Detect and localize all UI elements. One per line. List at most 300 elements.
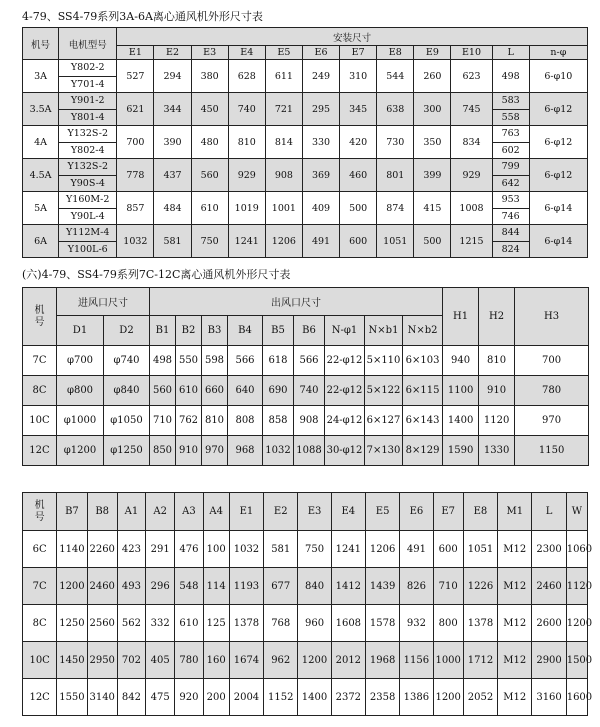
cell-value: 1193 [229,568,263,605]
cell-model: 7C [23,346,57,376]
cell-l: 763 [492,126,529,143]
cell-value: 1241 [228,225,265,258]
header-col-a3: A3 [175,493,203,531]
cell-value: 1152 [264,679,298,716]
cell-value: φ1050 [104,406,150,436]
cell-value: 740 [228,93,265,126]
cell-value: 1200 [298,642,331,679]
cell-value: 1400 [298,679,331,716]
table-row [23,126,588,143]
cell-value: 690 [263,376,294,406]
cell-value: 369 [302,159,339,192]
cell-value: 2950 [87,642,117,679]
header-col-l: L [532,493,566,531]
cell-value: φ1000 [57,406,104,436]
cell-value: 702 [117,642,145,679]
header-model-label: 机号 [34,500,45,523]
header-col-e2: E2 [154,46,191,60]
table-7c-12c-dimensions [22,287,589,466]
cell-value: 460 [340,159,377,192]
header-col-l: L [492,46,529,60]
table-6c-12c-base-dimensions [22,492,593,716]
table-row [23,605,588,642]
cell-value: 808 [228,406,263,436]
cell-value: 1120 [479,406,515,436]
cell-motor: Y132S-2 [59,126,117,143]
cell-value: 1378 [463,605,497,642]
cell-value: φ1200 [57,436,104,466]
cell-value: 598 [202,346,228,376]
cell-motor: Y90L-4 [59,208,117,225]
cell-motor: Y802-4 [59,142,117,159]
cell-l: 602 [492,142,529,159]
cell-value: 1200 [433,679,463,716]
cell-value: 750 [298,531,331,568]
cell-value: 1578 [365,605,399,642]
cell-n-phi: 6-φ12 [529,93,587,126]
cell-model: 6A [23,225,59,258]
cell-value: 2560 [87,605,117,642]
cell-value: 1001 [265,192,302,225]
cell-value: 1000 [433,642,463,679]
header-h2: H2 [479,288,515,346]
cell-l: 498 [492,60,529,93]
cell-value: 610 [191,192,228,225]
cell-value: 2004 [229,679,263,716]
cell-value: 1200 [57,568,87,605]
cell-value: 850 [150,436,176,466]
cell-value: 484 [154,192,191,225]
cell-value: 6×143 [403,406,443,436]
cell-value: M12 [498,679,532,716]
cell-value: 330 [302,126,339,159]
header-motor: 电机型号 [59,28,117,60]
cell-value: 291 [146,531,175,568]
cell-value: 623 [451,60,492,93]
cell-value: 480 [191,126,228,159]
header-col-e2: E2 [264,493,298,531]
cell-value: 22-φ12 [325,376,365,406]
cell-value: 1215 [451,225,492,258]
cell-value: 344 [154,93,191,126]
cell-value: 3140 [87,679,117,716]
cell-value: 493 [117,568,145,605]
header-col-b8: B8 [87,493,117,531]
cell-value: 600 [340,225,377,258]
cell-l: 583 [492,93,529,110]
cell-value: M12 [498,568,532,605]
cell-l: 799 [492,159,529,176]
cell-value: 1674 [229,642,263,679]
cell-value: 745 [451,93,492,126]
cell-value: 638 [377,93,414,126]
cell-value: 618 [263,346,294,376]
cell-model: 3.5A [23,93,59,126]
table-row [23,531,588,568]
cell-value: 800 [433,605,463,642]
cell-model: 8C [23,376,57,406]
header-col-w: W [566,493,587,531]
cell-value: 476 [175,531,203,568]
cell-value: 1712 [463,642,497,679]
cell-model: 7C [23,568,57,605]
cell-motor: Y112M-4 [59,225,117,242]
cell-value: 475 [146,679,175,716]
header-col-e4: E4 [331,493,365,531]
table-row [23,225,588,242]
cell-value: 970 [515,406,589,436]
cell-value: 5×110 [365,346,403,376]
cell-value: 1400 [443,406,479,436]
header-col-e3: E3 [298,493,331,531]
table2-title: (六)4-79、SS4-79系列7C-12C离心通风机外形尺寸表 [22,268,291,281]
cell-value: 296 [146,568,175,605]
cell-value: 350 [414,126,451,159]
cell-model: 5A [23,192,59,225]
cell-value: 1439 [365,568,399,605]
cell-value: 2460 [532,568,566,605]
cell-value: 345 [340,93,377,126]
cell-value: 560 [150,376,176,406]
cell-motor: Y802-2 [59,60,117,77]
header-col-outlet: N×b1 [365,316,403,346]
cell-value: 1150 [515,436,589,466]
cell-value: 1051 [377,225,414,258]
cell-value: 560 [191,159,228,192]
cell-value: 2260 [87,531,117,568]
cell-value: 1550 [57,679,87,716]
cell-value: 780 [175,642,203,679]
cell-model: 3A [23,60,59,93]
cell-value: 409 [302,192,339,225]
header-h3: H3 [515,288,589,346]
cell-value: 874 [377,192,414,225]
cell-value: 399 [414,159,451,192]
cell-value: 200 [203,679,229,716]
header-col-e8: E8 [377,46,414,60]
table-3a-6a-dimensions [22,27,588,258]
cell-value: 968 [228,436,263,466]
table-row [23,642,588,679]
cell-value: 498 [150,346,176,376]
cell-value: 1590 [443,436,479,466]
cell-value: 450 [191,93,228,126]
cell-value: 768 [264,605,298,642]
cell-value: 710 [433,568,463,605]
cell-value: 801 [377,159,414,192]
cell-value: 581 [154,225,191,258]
cell-value: 249 [302,60,339,93]
cell-value: 1088 [294,436,325,466]
cell-value: 920 [175,679,203,716]
cell-motor: Y901-2 [59,93,117,110]
cell-value: φ700 [57,346,104,376]
header-outlet: 出风口尺寸 [150,288,443,316]
table-row [23,568,588,605]
cell-value: 500 [340,192,377,225]
table-row [23,60,588,77]
cell-value: 908 [294,406,325,436]
cell-value: 30-φ12 [325,436,365,466]
cell-value: 8×129 [403,436,443,466]
cell-value: M12 [498,531,532,568]
header-model [23,288,57,346]
cell-value: 2300 [532,531,566,568]
cell-value: 6×103 [403,346,443,376]
cell-value: 2052 [463,679,497,716]
cell-n-phi: 6-φ12 [529,159,587,192]
cell-motor: Y132S-2 [59,159,117,176]
header-col-d1: D1 [57,316,104,346]
cell-value: 1156 [400,642,433,679]
header-col-n: n-φ [529,46,587,60]
cell-value: 1060 [566,531,587,568]
cell-value: 700 [117,126,154,159]
table1-title: 4-79、SS4-79系列3A-6A离心通风机外形尺寸表 [22,10,263,23]
cell-motor: Y701-4 [59,76,117,93]
cell-n-phi: 6-φ14 [529,192,587,225]
cell-value: 910 [176,436,202,466]
cell-value: 857 [117,192,154,225]
cell-value: 908 [265,159,302,192]
cell-value: 3160 [532,679,566,716]
cell-motor: Y100L-6 [59,241,117,258]
cell-value: M12 [498,605,532,642]
cell-value: 826 [400,568,433,605]
header-col-outlet: B4 [228,316,263,346]
cell-value: 415 [414,192,451,225]
cell-value: 600 [433,531,463,568]
cell-n-phi: 6-φ14 [529,225,587,258]
cell-value: 778 [117,159,154,192]
header-col-e6: E6 [400,493,433,531]
header-col-outlet: N-φ1 [325,316,365,346]
cell-value: 628 [228,60,265,93]
cell-value: 721 [265,93,302,126]
cell-value: 762 [176,406,202,436]
cell-model: 4.5A [23,159,59,192]
cell-value: 294 [154,60,191,93]
header-h1: H1 [443,288,479,346]
cell-n-phi: 6-φ10 [529,60,587,93]
cell-value: 834 [451,126,492,159]
cell-value: 610 [176,376,202,406]
header-model-label: 机号 [34,305,45,328]
cell-model: 6C [23,531,57,568]
cell-value: 566 [228,346,263,376]
header-col-e1: E1 [117,46,154,60]
cell-value: 1500 [566,642,587,679]
table-row [23,159,588,176]
cell-model: 12C [23,679,57,716]
header-col-e5: E5 [365,493,399,531]
cell-value: 940 [443,346,479,376]
cell-value: 858 [263,406,294,436]
cell-value: 548 [175,568,203,605]
cell-value: 1241 [331,531,365,568]
cell-n-phi: 6-φ12 [529,126,587,159]
cell-value: 842 [117,679,145,716]
cell-value: 1378 [229,605,263,642]
cell-value: 740 [294,376,325,406]
cell-value: 710 [150,406,176,436]
header-col-e8: E8 [463,493,497,531]
header-model: 机号 [23,28,59,60]
cell-value: 962 [264,642,298,679]
cell-value: 1608 [331,605,365,642]
cell-value: 405 [146,642,175,679]
cell-value: 380 [191,60,228,93]
cell-value: 1412 [331,568,365,605]
cell-value: 1600 [566,679,587,716]
header-col-a1: A1 [117,493,145,531]
cell-value: 1032 [117,225,154,258]
cell-value: 810 [202,406,228,436]
cell-value: 1032 [263,436,294,466]
header-col-e4: E4 [228,46,265,60]
cell-value: 1140 [57,531,87,568]
cell-value: 562 [117,605,145,642]
header-col-e10: E10 [451,46,492,60]
cell-value: 810 [228,126,265,159]
cell-value: 910 [479,376,515,406]
header-col-e3: E3 [191,46,228,60]
cell-value: φ800 [57,376,104,406]
cell-value: 420 [340,126,377,159]
cell-value: 295 [302,93,339,126]
cell-value: 100 [203,531,229,568]
cell-value: 1386 [400,679,433,716]
cell-motor: Y90S-4 [59,175,117,192]
cell-value: 5×122 [365,376,403,406]
cell-value: 1051 [463,531,497,568]
header-col-outlet: B1 [150,316,176,346]
cell-value: 160 [203,642,229,679]
cell-value: 2900 [532,642,566,679]
cell-value: 6×115 [403,376,443,406]
header-col-outlet: B5 [263,316,294,346]
cell-l: 953 [492,192,529,209]
cell-value: 1330 [479,436,515,466]
cell-value: 1100 [443,376,479,406]
cell-value: 700 [515,346,589,376]
cell-value: 114 [203,568,229,605]
header-col-outlet: B2 [176,316,202,346]
cell-model: 10C [23,406,57,436]
cell-value: 780 [515,376,589,406]
cell-l: 844 [492,225,529,242]
cell-value: 1226 [463,568,497,605]
cell-value: 750 [191,225,228,258]
cell-value: 932 [400,605,433,642]
cell-value: 1032 [229,531,263,568]
header-col-e7: E7 [340,46,377,60]
cell-value: 2012 [331,642,365,679]
cell-value: 332 [146,605,175,642]
cell-value: 1019 [228,192,265,225]
header-col-outlet: B6 [294,316,325,346]
cell-value: 125 [203,605,229,642]
cell-value: 814 [265,126,302,159]
header-col-e1: E1 [229,493,263,531]
cell-value: 2600 [532,605,566,642]
cell-value: 22-φ12 [325,346,365,376]
cell-value: 581 [264,531,298,568]
header-col-d2: D2 [104,316,150,346]
cell-value: 2372 [331,679,365,716]
table-row [23,436,589,466]
cell-value: 1206 [265,225,302,258]
header-col-e5: E5 [265,46,302,60]
cell-value: 24-φ12 [325,406,365,436]
header-col-m1: M1 [498,493,532,531]
cell-value: 500 [414,225,451,258]
table-row [23,346,589,376]
cell-model: 12C [23,436,57,466]
cell-l: 824 [492,241,529,258]
cell-value: 960 [298,605,331,642]
cell-value: 610 [175,605,203,642]
cell-l: 642 [492,175,529,192]
header-inlet: 进风口尺寸 [57,288,150,316]
cell-value: 1206 [365,531,399,568]
cell-value: 611 [265,60,302,93]
cell-value: 840 [298,568,331,605]
cell-value: 621 [117,93,154,126]
header-col-e9: E9 [414,46,451,60]
cell-value: 1968 [365,642,399,679]
header-col-e7: E7 [433,493,463,531]
cell-model: 8C [23,605,57,642]
cell-value: 1200 [566,605,587,642]
cell-value: 550 [176,346,202,376]
cell-value: 1450 [57,642,87,679]
cell-model: 10C [23,642,57,679]
cell-value: φ1250 [104,436,150,466]
header-col-outlet: B3 [202,316,228,346]
cell-value: 544 [377,60,414,93]
cell-value: 566 [294,346,325,376]
cell-value: 437 [154,159,191,192]
header-col-outlet: N×b2 [403,316,443,346]
cell-value: 6×127 [365,406,403,436]
cell-value: 7×130 [365,436,403,466]
cell-l: 746 [492,208,529,225]
table-row [23,406,589,436]
cell-l: 558 [492,109,529,126]
cell-value: 929 [228,159,265,192]
cell-model: 4A [23,126,59,159]
cell-value: 660 [202,376,228,406]
cell-value: 527 [117,60,154,93]
table-row [23,93,588,110]
cell-value: 810 [479,346,515,376]
header-install: 安装尺寸 [117,28,588,46]
cell-value: φ840 [104,376,150,406]
header-col-a2: A2 [146,493,175,531]
cell-value: 2358 [365,679,399,716]
cell-value: 1120 [566,568,587,605]
cell-value: 310 [340,60,377,93]
cell-motor: Y801-4 [59,109,117,126]
table-row [23,376,589,406]
cell-value: 677 [264,568,298,605]
table-row [23,192,588,209]
cell-value: 2460 [87,568,117,605]
cell-value: 640 [228,376,263,406]
cell-value: 929 [451,159,492,192]
cell-value: 390 [154,126,191,159]
